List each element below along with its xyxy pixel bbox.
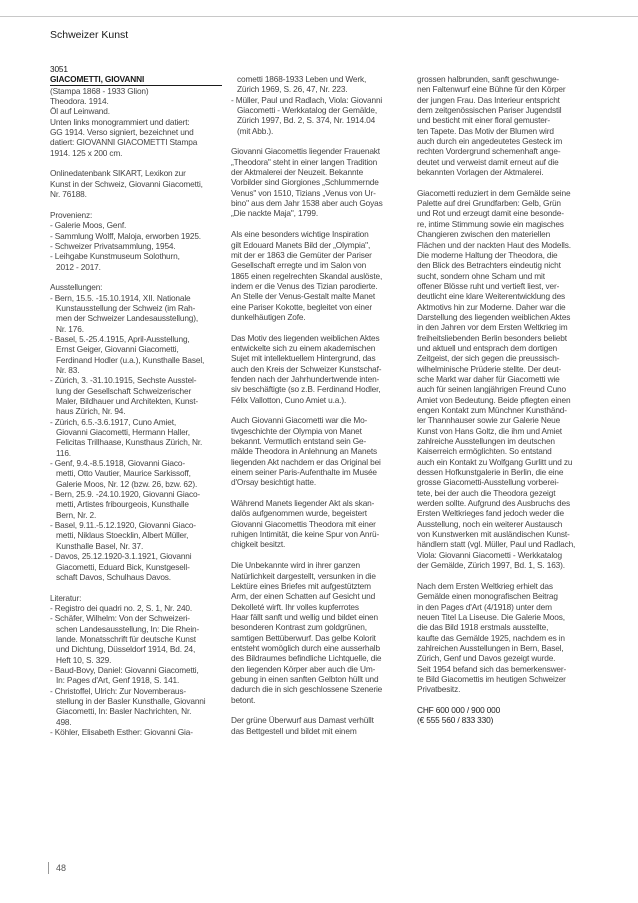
lot-details-column <box>50 64 222 737</box>
paragraph-gap <box>50 582 222 592</box>
text-line: 498. <box>56 716 72 727</box>
text-line: entsteht womöglich durch eine ausserhalb <box>231 642 380 653</box>
text-line: Vorbilder sind Giorgiones „Schlummernde <box>231 177 379 188</box>
text-line: Öl auf Leinwand. <box>50 106 110 117</box>
text-line: sche Markt war daher für Giacometti wie <box>417 373 560 384</box>
text-line: Heft 10, S. 329. <box>56 654 112 665</box>
text-line: Die Unbekannte wird in ihrer ganzen <box>231 560 360 571</box>
text-line: Flächen und der nackten Haut des Modells. <box>417 239 571 250</box>
paragraph-gap <box>417 571 592 581</box>
text-line: Während Manets liegender Akt als skan- <box>231 498 375 509</box>
text-line: Die moderne Haltung der Theodora, die <box>417 249 558 260</box>
text-line: stellung in der Basler Kunsthalle, Giovanni <box>56 695 206 706</box>
text-line: Giacometti reduziert in dem Gemälde seine <box>417 187 571 198</box>
text-line: lung der Gesellschaft Schweizerischer <box>56 385 192 396</box>
text-line: in den Jahren vor dem Ersten Weltkrieg im <box>417 322 568 333</box>
text-line: Dekolleté wirft. Ihr volles kupferrotes <box>231 601 359 612</box>
text-line: (Stampa 1868 - 1933 Glion) <box>50 85 149 96</box>
text-line: Zeitgeist, der sich gegen die preussisch- <box>417 353 560 364</box>
text-line: Darstellung des liegenden weiblichen Aktes <box>417 311 571 322</box>
text-line: der Aktmalerei der Neuzeit. Bekannte <box>231 167 364 178</box>
text-line: 116. <box>56 447 71 458</box>
text-line: kaufte das Gemälde 1925, nachdem es in <box>417 632 565 643</box>
text-line: - Köhler, Elisabeth Esther: Giovanni Gia- <box>50 727 193 737</box>
text-line: In: Pages d'Art, Genf 1918, S. 141. <box>56 675 180 686</box>
text-line: Theodora. 1914. <box>50 96 109 107</box>
text-line: Kunstausstellung der Schweiz (im Rah- <box>56 302 196 313</box>
text-line: ten Tapete. Das Motiv der Blumen wird <box>417 125 554 136</box>
text-line: betont. <box>231 694 256 705</box>
text-line: mälde Theodora in Anlehnung an Manets <box>231 446 378 457</box>
text-line: Changieren zwischen den materiellen <box>417 229 551 240</box>
text-line: Nr. 176. <box>56 323 84 334</box>
paragraph-gap <box>231 219 403 229</box>
text-line: Palette auf drei Grundfarben: Gelb, Grün <box>417 198 561 209</box>
text-line: dunkelhäutigen Zofe. <box>231 311 306 322</box>
text-line: ler Thannhauser sowie zur Galerie Neue <box>417 415 561 426</box>
text-line: bekannt. Vermutlich entstand sein Ge- <box>231 436 367 447</box>
text-line: re, intime Stimmung sowie ein magisches <box>417 218 564 229</box>
text-line: Onlinedatenbank SIKART, Lexikon zur <box>50 168 186 179</box>
paragraph-gap <box>417 695 592 705</box>
text-line: metti, Niklaus Stoecklin, Albert Müller, <box>56 530 189 541</box>
section-title: Schweizer Kunst <box>50 29 129 41</box>
text-line: Giacometti - Werkkatalog der Gemälde, <box>237 105 378 116</box>
text-line: 2012 - 2017. <box>56 261 101 272</box>
text-line: Zürich 1997, Bd. 2, S. 374, Nr. 1914.04 <box>237 115 376 126</box>
paragraph-gap <box>50 272 222 282</box>
text-line: werden sollte. Aufgrund des Ausbruchs des <box>417 498 570 509</box>
text-line: „Theodora" steht in einer langen Tradition <box>231 156 378 167</box>
text-line: dessen Hofkunstgalerie in Berlin, die eine <box>417 467 564 478</box>
text-line: Arm, der einen Schatten auf Gesicht und <box>231 591 376 602</box>
text-line: Provenienz: <box>50 209 93 220</box>
text-line: tivgeschichte der Olympia von Manet <box>231 425 362 436</box>
text-line: haus Zürich, Nr. 94. <box>56 406 126 417</box>
text-line: Nr. 83. <box>56 364 80 375</box>
text-line: - Basel, 9.11.-5.12.1920, Giovanni Giaco- <box>50 520 196 531</box>
text-line: Der grüne Überwurf aus Damast verhüllt <box>231 715 374 726</box>
text-line: händlern statt (vgl. Müller, Paul und Radlach, <box>417 539 576 550</box>
text-line: d'Orsay besichtigt hatte. <box>231 477 316 488</box>
lot-number: 3051 <box>50 64 68 74</box>
text-line: von Kunstwerken mit ausländischen Kunst- <box>417 529 570 540</box>
text-line: wilhelminische Prüderie stellte. Der deut- <box>417 363 562 374</box>
text-line: - Sammlung Wolff, Maloja, erworben 1925. <box>50 230 201 241</box>
text-line: Kunst von Hans Goltz, die ihm und Amiet <box>417 425 562 436</box>
paragraph-gap <box>231 136 403 146</box>
text-line: 1865 einen regelrechten Skandal auslöste, <box>231 270 383 281</box>
text-line: Nr. 76188. <box>50 189 87 200</box>
text-line: „Die nackte Maja", 1799. <box>231 208 318 219</box>
paragraph-gap <box>231 405 403 415</box>
text-line: auch durch ein angedeutetes Gesteck im <box>417 136 563 147</box>
text-line: und Dichtung, Düsseldorf 1914, Bd. 24, <box>56 644 196 655</box>
header-rule <box>0 16 638 17</box>
text-line: te Bild Giacomettis im heutigen Schweizer <box>417 673 566 684</box>
text-line: den Blick des Betrachters eindeutig nicht <box>417 260 561 271</box>
text-line: tete, bei der auch die Theodora gezeigt <box>417 487 556 498</box>
text-line: Natürlichkeit dargestellt, versunken in die <box>231 570 376 581</box>
text-line: siv beschäftigte (so z.B. Ferdinand Hodler, <box>231 384 381 395</box>
text-line: Kunst in der Schweiz, Giovanni Giacometti, <box>50 178 203 189</box>
paragraph-gap <box>50 199 222 209</box>
paragraph-gap <box>231 550 403 560</box>
text-line: in den Pages d'Art (4/1918) unter dem <box>417 601 552 612</box>
text-line: - Zürich, 3. -31.10.1915, Sechste Ausstel- <box>50 375 197 386</box>
text-line: zahlreichen Ausstellungen in Bern, Basel, <box>417 642 564 653</box>
text-line: Giovanni Giacometti, Hermann Haller, <box>56 427 190 438</box>
text-line: Ausstellungen: <box>50 282 103 293</box>
text-line: grosse Giacometti-Ausstellung vorberei- <box>417 477 559 488</box>
text-line: Ernst Geiger, Giovanni Giacometti, <box>56 344 179 355</box>
text-line: Ferdinand Hodler (u.a.), Kunsthalle Basel, <box>56 354 205 365</box>
text-line: auch ein Kontakt zu Wolfgang Gurlitt und zu <box>417 456 573 467</box>
text-line: deutlicht eine klare Weiterentwicklung des <box>417 291 566 302</box>
text-line: - Galerie Moos, Genf. <box>50 220 127 231</box>
text-line: eine Pariser Kokotte, begleitet von einer <box>231 301 372 312</box>
text-line: dalös aufgenommen wurde, begeistert <box>231 508 367 519</box>
text-line: - Schäfer, Wilhelm: Von der Schweizeri- <box>50 613 190 624</box>
text-line: und Rot und erzeugt damit eine besonde- <box>417 208 564 219</box>
text-line: - Christoffel, Ulrich: Zur Novemberaus- <box>50 685 187 696</box>
text-line: Amiet von Bedeutung. Beide pflegten einen <box>417 394 571 405</box>
text-line: - Davos, 25.12.1920-3.1.1921, Giovanni <box>50 551 192 562</box>
text-line: Zürich, Genf und Davos gezeigt wurde. <box>417 653 556 664</box>
text-line: Bern, Nr. 2. <box>56 509 97 520</box>
text-line: metti, Otto Vautier, Maurice Sarkissoff, <box>56 468 191 479</box>
text-line: metti, Artistes fribourgeois, Kunsthalle <box>56 499 189 510</box>
text-line: 1914. 125 x 200 cm. <box>50 147 123 158</box>
text-line: deutet und verweist damit erneut auf die <box>417 156 559 167</box>
text-line: chigkeit besitzt. <box>231 539 286 550</box>
text-line: Literatur: <box>50 592 82 603</box>
text-line: Ausstellung, noch ein weiterer Austausch <box>417 518 563 529</box>
text-line: Auch Giovanni Giacometti war die Mo- <box>231 415 368 426</box>
text-line: neuen Titel La Liseuse. Die Galerie Moos, <box>417 611 565 622</box>
text-line: (mit Abb.). <box>237 125 274 136</box>
text-line: schaft Davos, Schulhaus Davos. <box>56 571 171 582</box>
text-line: Nach dem Ersten Weltkrieg erhielt das <box>417 580 553 591</box>
text-line: liegenden Akt nachdem er das Original bei <box>231 456 381 467</box>
text-line: Felicitas Trillhaase, Kunsthaus Zürich, Nr. <box>56 437 203 448</box>
text-line: cometti 1868-1933 Leben und Werk, <box>237 74 367 84</box>
text-line: An Stelle der Venus-Gestalt malte Manet <box>231 291 376 302</box>
text-line: Venus" von 1510, Tizians „Venus von Ur- <box>231 187 376 198</box>
text-line: besonderen Kontrast zum goldgrünen, <box>231 622 367 633</box>
text-line: Gesellschaft erregte und im Salon von <box>231 260 367 271</box>
text-line: und aktuell und entsprach dem dortigen <box>417 342 558 353</box>
text-line: - Baud-Bovy, Daniel: Giovanni Giacometti, <box>50 664 199 675</box>
paragraph-gap <box>231 488 403 498</box>
text-line: zahlreiche Ausstellungen im deutschen <box>417 436 555 447</box>
text-line: Aktmotivs hin zur Moderne. Daher war die <box>417 301 566 312</box>
paragraph-gap <box>50 158 222 168</box>
text-line: einem seiner Paris-Aufenthalte im Musée <box>231 467 377 478</box>
text-line: Galerie Moos, Nr. 12 (bzw. 26, bzw. 62). <box>56 478 198 489</box>
text-line: sucht, sondern ohne Scham und mit <box>417 270 545 281</box>
text-line: Das Motiv des liegenden weiblichen Aktes <box>231 332 380 343</box>
paragraph-gap <box>231 322 403 332</box>
text-line: - Müller, Paul und Radlach, Viola: Giovanni <box>231 94 383 105</box>
text-line: das Bettgestell und bildet mit einem <box>231 725 357 736</box>
text-line: samtigen Bettüberwurf. Das gelbe Kolorit <box>231 632 376 643</box>
text-line: gilt Edouard Manets Bild der „Olympia", <box>231 239 371 250</box>
text-line: Ersten Weltkrieges fand jedoch weder die <box>417 508 564 519</box>
text-line: Zürich 1969, S. 26, 47, Nr. 223. <box>237 84 348 95</box>
paragraph-gap <box>231 705 403 715</box>
text-line: Unten links monogrammiert und datiert: <box>50 116 190 127</box>
text-line: der Gemälde, Zürich 1997, Bd. 1, S. 163). <box>417 560 565 571</box>
page-number: 48 <box>56 863 67 873</box>
text-line: engen Kontakt zum Münchner Kunsthänd- <box>417 405 567 415</box>
text-line: offener Blösse ruht und vertieft liest, ver- <box>417 280 560 291</box>
text-line: bino" aus dem Jahr 1538 aber auch Goyas <box>231 198 383 209</box>
text-line: - Leihgabe Kunstmuseum Solothurn, <box>50 251 180 262</box>
essay-column-2 <box>417 74 592 726</box>
text-line: men der Schweizer Landesausstellung), <box>56 313 199 324</box>
text-line: - Bern, 15.5. -15.10.1914, XII. Nationale <box>50 292 191 303</box>
price-estimate: (€ 555 560 / 833 330) <box>417 715 494 726</box>
text-line: Giacometti, In: Basler Nachrichten, Nr. <box>56 706 192 717</box>
text-line: datiert: GIOVANNI GIACOMETTI Stampa <box>50 137 198 148</box>
paragraph-gap <box>417 177 592 187</box>
text-line: mit der er 1863 die Gemüter der Pariser <box>231 249 372 260</box>
text-line: - Genf, 9.4.-8.5.1918, Giovanni Giaco- <box>50 458 185 469</box>
text-line: grossen halbrunden, sanft geschwunge- <box>417 74 560 84</box>
text-line: Kunsthalle Basel, Nr. 37. <box>56 540 144 551</box>
text-line: Kaiserreich ermöglichten. So entstand <box>417 446 552 457</box>
text-line: Als eine besonders wichtige Inspiration <box>231 229 369 240</box>
text-line: bekannten Vorlagen der Aktmalerei. <box>417 167 544 178</box>
text-line: dem zeitgenössischen Pariser Jugendstil <box>417 105 562 116</box>
text-line: freiheitsliebenden Berlin besonders beliebt <box>417 332 567 343</box>
text-line: auch für seinen langjährigen Freund Cuno <box>417 384 566 395</box>
text-line: der jungen Frau. Das Interieur entspricht <box>417 94 560 105</box>
text-line: nen Faltenwurf eine Bühne für den Körper <box>417 84 566 95</box>
text-line: Giovanni Giacomettis liegender Frauenakt <box>231 146 380 157</box>
essay-column-1 <box>231 74 403 736</box>
text-line: auch den Kreis der Schweizer Kunstschaf- <box>231 363 382 374</box>
text-line: - Bern, 25.9. -24.10.1920, Giovanni Giaco- <box>50 489 201 500</box>
text-line: Giovanni Giacomettis Theodora mit einer <box>231 518 376 529</box>
text-line: - Registro dei quadri no. 2, S. 1, Nr. 240. <box>50 602 193 613</box>
text-line: gebung in einen sanften Gelbton hüllt und <box>231 673 379 684</box>
text-line: Viola: Giovanni Giacometti - Werkkatalog <box>417 549 562 560</box>
text-line: GG 1914. Verso signiert, bezeichnet und <box>50 127 194 138</box>
text-line: Privatbesitz. <box>417 684 461 695</box>
text-line: Giacometti, Eduard Bick, Kunstgesell- <box>56 561 190 572</box>
text-line: Seit 1954 befand sich das bemerkenswer- <box>417 663 567 674</box>
text-line: dadurch die in sich geschlossene Szenerie <box>231 684 383 695</box>
text-line: Félix Vallotton, Cuno Amiet u.a.). <box>231 394 347 405</box>
text-line: Maler, Bildhauer und Architekten, Kunst- <box>56 396 199 406</box>
text-line: lande. Monatsschrift für deutsche Kunst <box>56 633 196 644</box>
text-line: indem er die Venus des Tizian parodierte. <box>231 280 378 291</box>
page-number-rule <box>48 862 49 874</box>
text-line: Lektüre eines Briefes mit aufgestütztem <box>231 580 371 591</box>
text-line: schen Landesausstellung, In: Die Rhein- <box>56 623 200 634</box>
artist-name: GIACOMETTI, GIOVANNI <box>50 74 222 85</box>
text-line: Gemälde einen monografischen Beitrag <box>417 591 558 602</box>
text-line: - Schweizer Privatsammlung, 1954. <box>50 240 176 251</box>
text-line: fenden nach der Jahrhundertwende inten- <box>231 373 380 384</box>
text-line: die das Bild 1918 erstmals ausstellte, <box>417 622 549 633</box>
text-line: Haar fällt sanft und wellig und bildet einen <box>231 611 378 622</box>
text-line: - Basel, 5.-25.4.1915, April-Ausstellung, <box>50 333 190 344</box>
text-line: des Bildraumes befindliche Lichtquelle, die <box>231 653 382 664</box>
text-line: Sujet mit intellektuellem Hintergrund, das <box>231 353 376 364</box>
text-line: und besticht mit einer floral gemuster- <box>417 115 550 126</box>
text-line: den liegenden Körper aber auch die Um- <box>231 663 376 674</box>
text-line: entwickelte sich zu einem akademischen <box>231 342 376 353</box>
text-line: rechten Vordergrund schemenhaft ange- <box>417 146 561 157</box>
price-estimate: CHF 600 000 / 900 000 <box>417 704 501 715</box>
text-line: - Zürich, 6.5.-3.6.1917, Cuno Amiet, <box>50 416 177 427</box>
text-line: ruhigen Intimität, die keine Spur von Anrü- <box>231 529 380 540</box>
